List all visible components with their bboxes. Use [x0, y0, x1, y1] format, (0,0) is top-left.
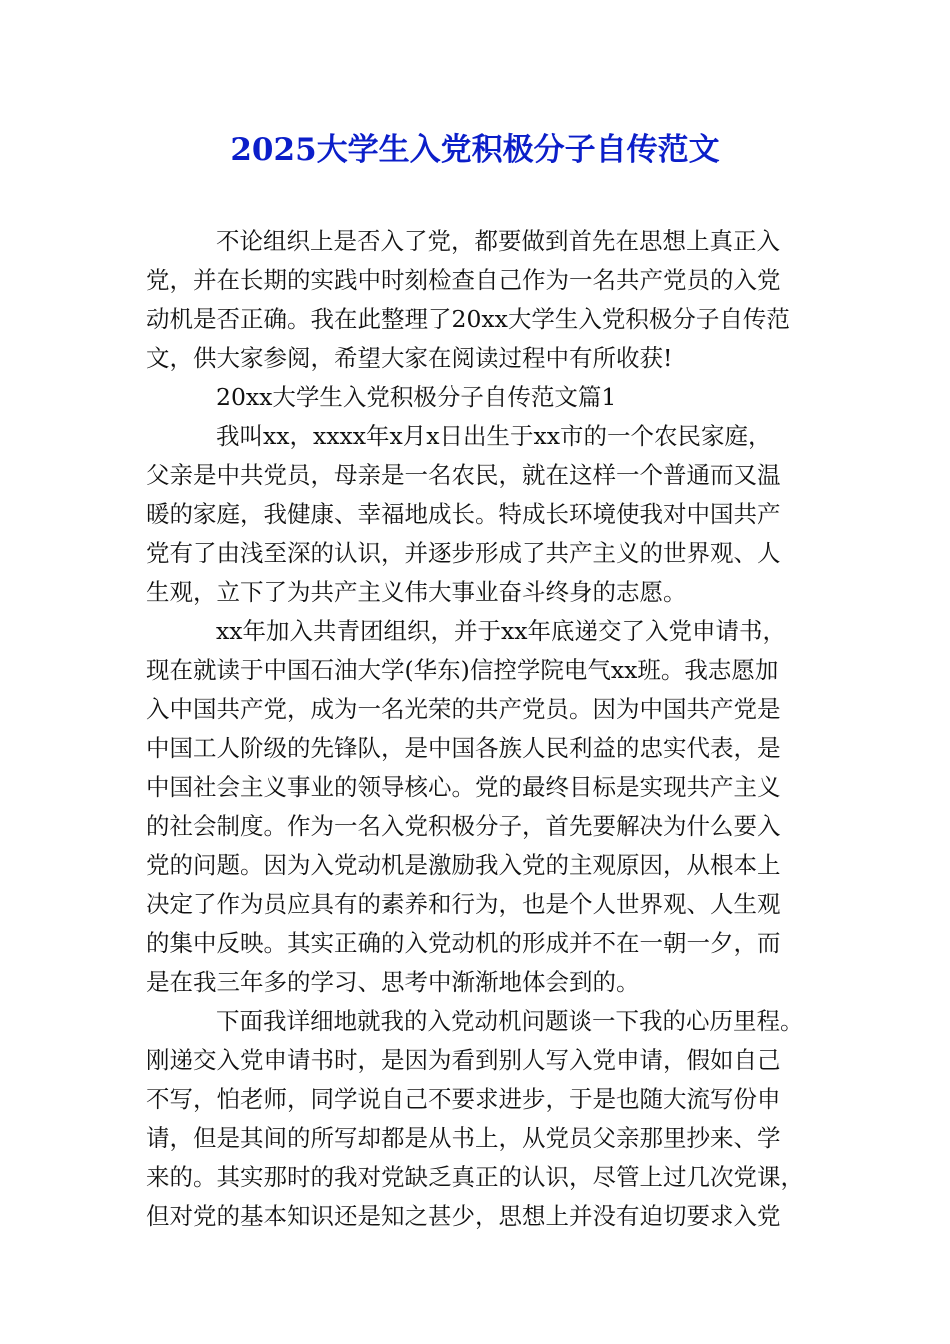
paragraph-line: 文，供大家参阅，希望大家在阅读过程中有所收获! [146, 344, 673, 372]
paragraph-line: 父亲是中共党员，母亲是一名农民，就在这样一个普通而又温 [146, 461, 781, 489]
paragraph-line: 的社会制度。作为一名入党积极分子，首先要解决为什么要入 [146, 812, 781, 840]
paragraph-line: 决定了作为员应具有的素养和行为，也是个人世界观、人生观 [146, 890, 781, 918]
paragraph-line: 现在就读于中国石油大学(华东)信控学院电气xx班。我志愿加 [146, 656, 779, 684]
paragraph-line: 但对党的基本知识还是知之甚少，思想上并没有迫切要求入党 [146, 1202, 781, 1230]
paragraph-line: 党有了由浅至深的认识，并逐步形成了共产主义的世界观、人 [146, 539, 781, 567]
section-heading: 20xx大学生入党积极分子自传范文篇1 [216, 383, 617, 411]
paragraph-line: 党，并在长期的实践中时刻检查自己作为一名共产党员的入党 [146, 266, 781, 294]
paragraph-line: 我叫xx，xxxx年x月x日出生于xx市的一个农民家庭， [216, 422, 772, 450]
paragraph-line: 生观，立下了为共产主义伟大事业奋斗终身的志愿。 [146, 578, 687, 606]
document-title: 2025大学生入党积极分子自传范文 [230, 132, 720, 168]
paragraph-line: xx年加入共青团组织，并于xx年底递交了入党申请书， [216, 617, 787, 645]
paragraph-line: 刚递交入党申请书时，是因为看到别人写入党申请，假如自己 [146, 1046, 781, 1074]
paragraph-line: 党的问题。因为入党动机是激励我入党的主观原因，从根本上 [146, 851, 781, 879]
paragraph-line: 是在我三年多的学习、思考中渐渐地体会到的。 [146, 968, 640, 996]
paragraph-line: 不写，怕老师，同学说自己不要求进步，于是也随大流写份申 [146, 1085, 781, 1113]
paragraph-line: 下面我详细地就我的入党动机问题谈一下我的心历里程。 [216, 1007, 804, 1035]
paragraph-line: 来的。其实那时的我对党缺乏真正的认识，尽管上过几次党课， [146, 1163, 804, 1191]
paragraph-line: 的集中反映。其实正确的入党动机的形成并不在一朝一夕，而 [146, 929, 781, 957]
paragraph-line: 暖的家庭，我健康、幸福地成长。特成长环境使我对中国共产 [146, 500, 781, 528]
paragraph-line: 入中国共产党，成为一名光荣的共产党员。因为中国共产党是 [146, 695, 781, 723]
paragraph-line: 中国社会主义事业的领导核心。党的最终目标是实现共产主义 [146, 773, 781, 801]
document-body [146, 222, 806, 1236]
paragraph-line: 不论组织上是否入了党，都要做到首先在思想上真正入 [216, 227, 780, 255]
paragraph-line: 请，但是其间的所写却都是从书上，从党员父亲那里抄来、学 [146, 1124, 781, 1152]
paragraph-line: 动机是否正确。我在此整理了20xx大学生入党积极分子自传范 [146, 305, 790, 333]
paragraph-line: 中国工人阶级的先锋队，是中国各族人民利益的忠实代表，是 [146, 734, 781, 762]
